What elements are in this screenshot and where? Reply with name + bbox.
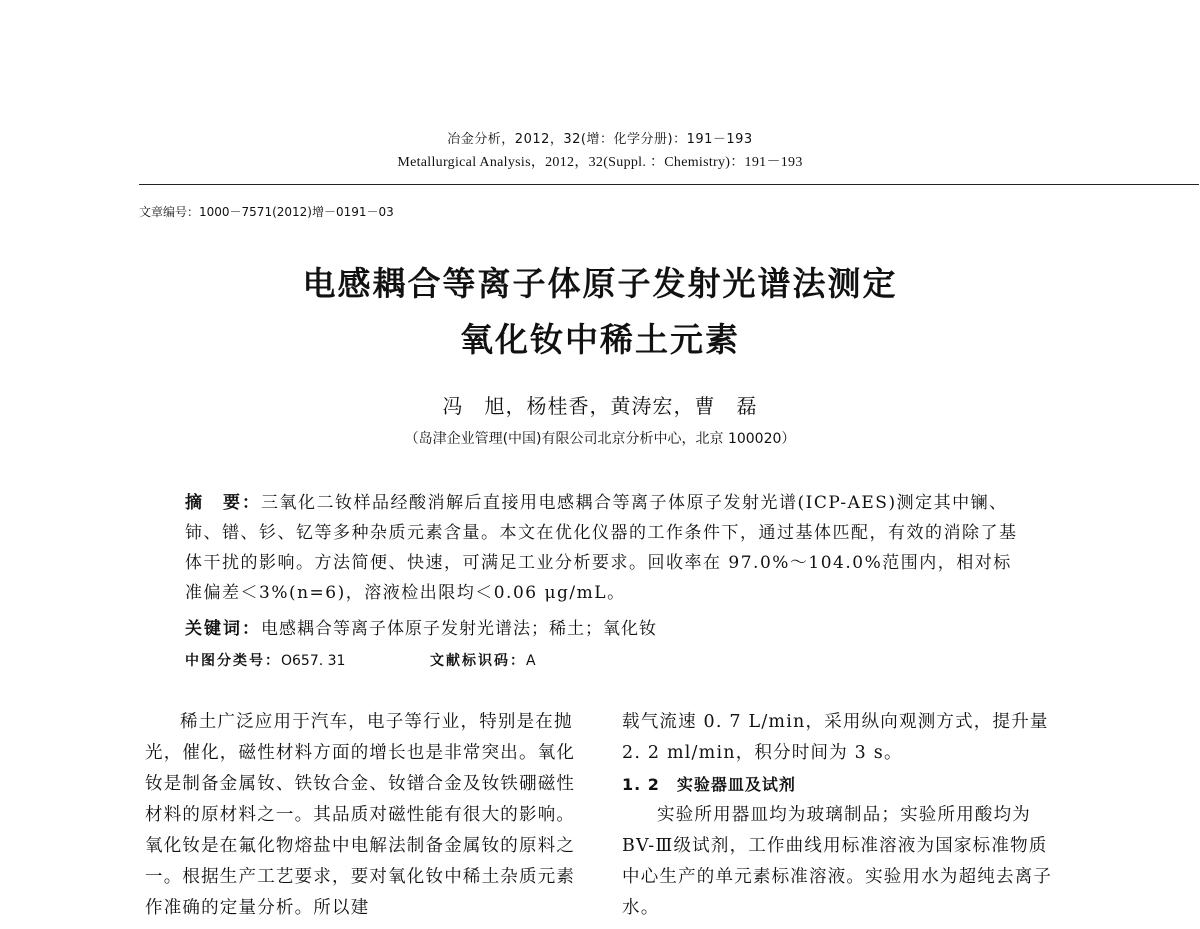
article-number: 文章编号：1000－7571(2012)增－0191－03 bbox=[139, 205, 394, 219]
paper-title-line-1: 电感耦合等离子体原子发射光谱法测定 bbox=[302, 264, 898, 303]
journal-citation-cn: 冶金分析，2012，32(增：化学分册)：191－193 bbox=[447, 132, 753, 147]
classification-line bbox=[185, 650, 536, 670]
affiliation: （岛津企业管理(中国)有限公司北京分析中心，北京 100020） bbox=[404, 431, 796, 447]
body-left-column bbox=[145, 707, 585, 924]
author-list: 冯 旭，杨桂香，黄涛宏，曹 磊 bbox=[442, 394, 758, 418]
abstract bbox=[185, 488, 1025, 608]
keywords bbox=[185, 614, 1025, 639]
abstract-text: 三氧化二钕样品经酸消解后直接用电感耦合等离子体原子发射光谱(ICP-AES)测定其中镧、铈、镨、钐、钇等多种杂质元素含量。本文在优化仪器的工作条件下，通过基体匹配，有效的消除了基体干扰的影响。方法简便、快速，可满足工业分析要求。回收率在 97.0%～104.0%范围内，相对标准偏差＜3%(n=6)，溶液检出限均＜0.06 μg/mL。 bbox=[185, 493, 1018, 603]
abstract-label: 摘 要： bbox=[185, 493, 261, 513]
doc-code-label: 文献标识码： bbox=[430, 653, 526, 669]
body-right-column bbox=[622, 707, 1062, 924]
section-heading-1-2: 1. 2 实验器皿及试剂 bbox=[622, 775, 796, 794]
clc-value: O657. 31 bbox=[281, 653, 346, 669]
keywords-text: 电感耦合等离子体原子发射光谱法；稀土；氧化钕 bbox=[261, 619, 657, 639]
conditions-paragraph: 载气流速 0. 7 L/min，采用纵向观测方式，提升量 2. 2 ml/min，积分时间为 3 s。 bbox=[622, 712, 1049, 763]
doc-code-value: A bbox=[526, 653, 536, 669]
clc-label: 中图分类号： bbox=[185, 653, 281, 669]
journal-citation-en: Metallurgical Analysis，2012，32(Suppl. ：Chemistry)：191－193 bbox=[397, 155, 803, 170]
reagents-paragraph: 实验所用器皿均为玻璃制品；实验所用酸均为 BV-Ⅲ级试剂，工作曲线用标准溶液为国家标准物质中心生产的单元素标准溶液。实验用水为超纯去离子水。 bbox=[622, 805, 1053, 918]
doc-code bbox=[430, 650, 536, 670]
intro-paragraph: 稀土广泛应用于汽车，电子等行业，特别是在抛光，催化，磁性材料方面的增长也是非常突出。氧化钕是制备金属钕、铁钕合金、钕镨合金及钕铁硼磁性材料的原材料之一。其品质对磁性能有很大的影响。氧化钕是在氟化物熔盐中电解法制备金属钕的原料之一。根据生产工艺要求，要对氧化钕中稀土杂质元素作准确的定量分析。所以建 bbox=[145, 712, 576, 918]
header-rule bbox=[139, 184, 1199, 185]
keywords-label: 关键词： bbox=[185, 619, 261, 639]
paper-title-line-2: 氧化钕中稀土元素 bbox=[460, 320, 740, 359]
